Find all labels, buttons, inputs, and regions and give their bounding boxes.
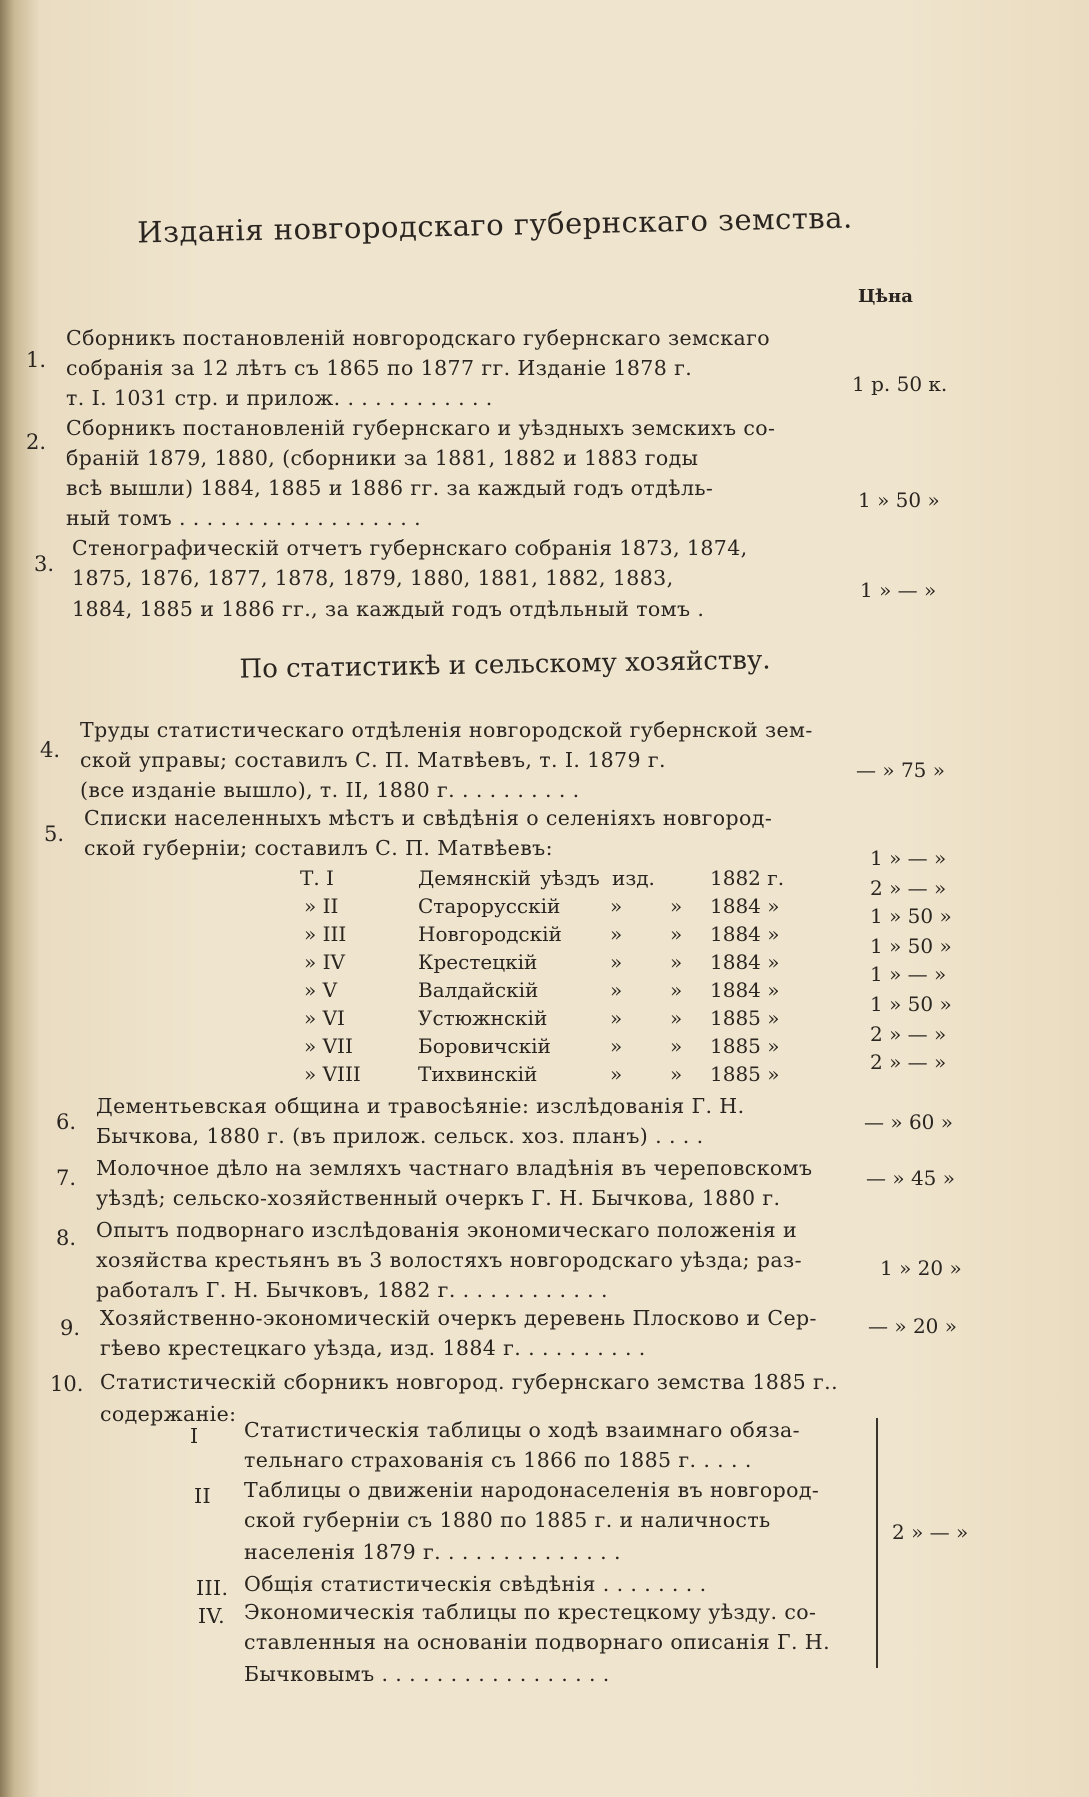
contents-roman: I	[190, 1424, 199, 1448]
volume-row	[300, 1034, 860, 1062]
volume-row	[300, 1006, 860, 1034]
volume-year: 1882 г.	[710, 866, 785, 890]
volume-year: 1885 »	[710, 1062, 780, 1086]
price-column-header: Цѣна	[858, 286, 913, 307]
volume-ditto: »	[610, 950, 623, 974]
volume-number: » VIII	[304, 1062, 361, 1086]
entry-price: 1 » — »	[860, 578, 937, 602]
volume-number: » III	[304, 922, 347, 946]
volume-name: Старорусскій	[418, 894, 561, 918]
entry-text-line: Сборникъ постановленій новгородскаго губернскаго земскаго	[66, 326, 771, 350]
volume-ditto: »	[670, 1062, 683, 1086]
entry-number: 7.	[56, 1166, 77, 1190]
entry-text-line: уѣздѣ; сельско-хозяйственный очеркъ Г. Н. Бычкова, 1880 г.	[96, 1186, 781, 1210]
entry-text-line: Статистическій сборникъ новгород. губернскаго земства 1885 г..	[100, 1370, 838, 1394]
entry-text-line: ный томъ . . . . . . . . . . . . . . . . . .	[66, 506, 422, 530]
entry-text-line: 1875, 1876, 1877, 1878, 1879, 1880, 1881, 1882, 1883,	[72, 566, 674, 590]
contents-line: ставленныя на основаніи подворнаго описанія Г. Н.	[244, 1630, 830, 1654]
volume-price: 2 » — »	[870, 876, 947, 900]
entry-text-line: работалъ Г. Н. Бычковъ, 1882 г. . . . . . . . . . . .	[96, 1278, 608, 1302]
volume-ditto: »	[610, 1034, 623, 1058]
volume-ditto: »	[670, 922, 683, 946]
entry-price: — » 75 »	[856, 758, 945, 782]
volume-number: » II	[304, 894, 339, 918]
entry-text-line: хозяйства крестьянъ въ 3 волостяхъ новгородскаго уѣзда; раз-	[96, 1248, 802, 1272]
volume-number: » IV	[304, 950, 345, 974]
volume-row	[300, 894, 860, 922]
contents-line: Экономическія таблицы по крестецкому уѣзду. со-	[244, 1600, 817, 1624]
entry-text-line: ской управы; составилъ С. П. Матвѣевъ, т. I. 1879 г.	[80, 748, 666, 772]
volume-ditto: »	[610, 922, 623, 946]
entry-text-line: Опытъ подворнаго изслѣдованія экономическаго положенія и	[96, 1218, 798, 1242]
volume-year: 1884 »	[710, 950, 780, 974]
entry-text-line: ской губерніи; составилъ С. П. Матвѣевъ:	[84, 836, 553, 860]
entry-text-line: собранія за 12 лѣтъ съ 1865 по 1877 гг. Изданіе 1878 г.	[66, 356, 693, 380]
volume-ditto: »	[670, 978, 683, 1002]
entry-text-line: гѣево крестецкаго уѣзда, изд. 1884 г. . . . . . . . . .	[100, 1336, 646, 1360]
entry-text-line: Труды статистическаго отдѣленія новгородской губернской зем-	[80, 718, 813, 742]
volume-name: Боровичскій	[418, 1034, 551, 1058]
contents-line: Общія статистическія свѣдѣнія . . . . . . . .	[244, 1572, 707, 1596]
entry-price: 1 » 50 »	[858, 488, 940, 512]
entry-number: 4.	[40, 738, 61, 762]
volume-year: 1885 »	[710, 1034, 780, 1058]
volume-price: 1 » 50 »	[870, 992, 952, 1016]
entry-text-line: Дементьевская община и травосѣяніе: изслѣдованія Г. Н.	[96, 1094, 745, 1118]
entry-text-line: браній 1879, 1880, (сборники за 1881, 1882 и 1883 годы	[66, 446, 699, 470]
entry-price: — » 20 »	[868, 1314, 957, 1338]
volume-year: 1885 »	[710, 1006, 780, 1030]
entry-number: 10.	[50, 1372, 84, 1396]
entry-text-line: Хозяйственно-экономическій очеркъ деревень Плосково и Сер-	[100, 1306, 817, 1330]
entry-price: — » 45 »	[866, 1166, 955, 1190]
volume-row	[300, 922, 860, 950]
volume-ditto: »	[610, 1062, 623, 1086]
entry-price: 2 » — »	[892, 1520, 969, 1544]
section-heading: По статистикѣ и сельскому хозяйству.	[239, 645, 771, 685]
entry-number: 8.	[56, 1226, 77, 1250]
volume-price: 1 » 50 »	[870, 934, 952, 958]
entry-number: 9.	[60, 1316, 81, 1340]
volume-year: 1884 »	[710, 978, 780, 1002]
volume-name: Валдайскій	[418, 978, 539, 1002]
volume-year: 1884 »	[710, 894, 780, 918]
entry-text-line: всѣ вышли) 1884, 1885 и 1886 гг. за каждый годъ отдѣль-	[66, 476, 714, 500]
entry-number: 5.	[44, 822, 65, 846]
entry-text-line: Списки населенныхъ мѣстъ и свѣдѣнія о селеніяхъ новгород-	[84, 806, 773, 830]
volume-ditto: »	[610, 894, 623, 918]
volume-ditto: »	[610, 978, 623, 1002]
contents-brace	[868, 1418, 878, 1668]
contents-line: Статистическія таблицы о ходѣ взаимнаго обяза-	[244, 1418, 800, 1442]
volume-row	[300, 1062, 860, 1090]
contents-line: ской губерніи съ 1880 по 1885 г. и наличность	[244, 1508, 771, 1532]
entry-text-line: Сборникъ постановленій губернскаго и уѣздныхъ земскихъ со-	[66, 416, 776, 440]
volume-ditto: »	[670, 894, 683, 918]
entry-price: 1 » 20 »	[880, 1256, 962, 1280]
volume-number: » V	[304, 978, 338, 1002]
contents-roman: II	[194, 1484, 211, 1508]
volume-ditto: уѣздъ	[540, 866, 600, 890]
volume-number: » VI	[304, 1006, 345, 1030]
entry-text-line: (все изданіе вышло), т. II, 1880 г. . . . . . . . . .	[80, 778, 580, 802]
entry-text-line: содержаніе:	[100, 1402, 237, 1426]
contents-line: Бычковымъ . . . . . . . . . . . . . . . . .	[244, 1662, 610, 1686]
volume-name: Новгородскій	[418, 922, 562, 946]
entry-price: — » 60 »	[864, 1110, 953, 1134]
volume-row	[300, 978, 860, 1006]
entry-text-line: 1884, 1885 и 1886 гг., за каждый годъ отдѣльный томъ .	[72, 597, 705, 621]
entry-number: 6.	[56, 1110, 77, 1134]
volume-row	[300, 866, 860, 894]
volume-ditto: »	[670, 1006, 683, 1030]
entry-text-line: Молочное дѣло на земляхъ частнаго владѣнія въ череповскомъ	[96, 1156, 813, 1180]
volume-ditto: »	[610, 1006, 623, 1030]
volume-price: 1 » — »	[870, 962, 947, 986]
volume-name: Демянскій	[418, 866, 532, 890]
volume-name: Крестецкій	[418, 950, 538, 974]
volume-price: 1 » — »	[870, 846, 947, 870]
volume-name: Устюжнскій	[418, 1006, 548, 1030]
volume-number: Т. I	[300, 866, 334, 890]
volume-price: 2 » — »	[870, 1050, 947, 1074]
entry-number: 2.	[26, 430, 47, 454]
volume-row	[300, 950, 860, 978]
contents-roman: IV.	[198, 1604, 226, 1628]
entry-text-line: Бычкова, 1880 г. (въ прилож. сельск. хоз. планъ) . . . .	[96, 1124, 704, 1148]
volume-price: 2 » — »	[870, 1022, 947, 1046]
entry-text-line: т. I. 1031 стр. и прилож. . . . . . . . . . . .	[66, 386, 493, 410]
contents-line: Таблицы о движеніи народонаселенія въ новгород-	[244, 1478, 820, 1502]
volume-year: 1884 »	[710, 922, 780, 946]
entry-text-line: Стенографическій отчетъ губернскаго собранія 1873, 1874,	[72, 536, 748, 560]
page-title: Изданія новгородскаго губернскаго земства.	[136, 200, 854, 250]
entry-number: 1.	[26, 348, 47, 372]
volume-ditto: »	[670, 1034, 683, 1058]
entry-price: 1 р. 50 к.	[852, 372, 948, 396]
volume-number: » VII	[304, 1034, 353, 1058]
contents-line: тельнаго страхованія съ 1866 по 1885 г. . . . .	[244, 1448, 752, 1472]
volume-ditto: изд.	[612, 866, 655, 890]
volume-price: 1 » 50 »	[870, 904, 952, 928]
contents-roman: III.	[196, 1576, 229, 1600]
entry-number: 3.	[34, 552, 55, 576]
volume-name: Тихвинскій	[418, 1062, 538, 1086]
volume-ditto: »	[670, 950, 683, 974]
contents-line: населенія 1879 г. . . . . . . . . . . . . .	[244, 1540, 621, 1564]
